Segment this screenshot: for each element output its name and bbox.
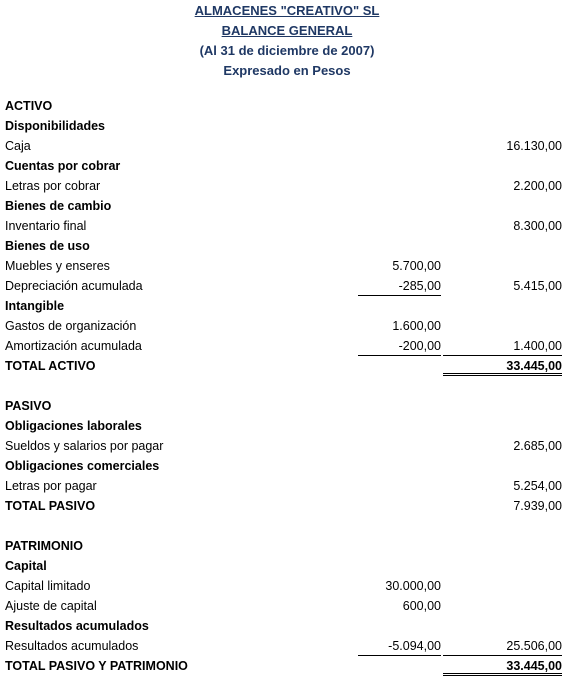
- partial-amount: [358, 136, 441, 155]
- company-name: ALMACENES "CREATIVO" SL: [194, 3, 380, 18]
- total-amount: [443, 556, 562, 575]
- partial-amount: [358, 496, 441, 515]
- row-label: Capital limitado: [5, 579, 91, 593]
- total-amount: 25.506,00: [443, 636, 562, 656]
- total-amount: [443, 196, 562, 215]
- balance-row: [0, 476, 574, 496]
- row-label: Gastos de organización: [5, 319, 137, 333]
- row-label: Capital: [5, 559, 47, 573]
- total-amount: 16.130,00: [506, 139, 562, 153]
- total-amount: [443, 516, 562, 535]
- total-amount: [443, 96, 562, 115]
- partial-amount: [358, 96, 441, 115]
- report-header: [0, 1, 574, 81]
- row-label: Depreciación acumulada: [5, 279, 143, 293]
- balance-row: [0, 556, 574, 576]
- partial-amount: [358, 236, 441, 255]
- row-label: PATRIMONIO: [5, 539, 84, 553]
- partial-amount: [358, 556, 441, 575]
- partial-amount: [358, 176, 441, 195]
- total-amount: 33.445,00: [443, 656, 562, 676]
- balance-row: [0, 156, 574, 176]
- report-currency: Expresado en Pesos: [223, 63, 351, 78]
- balance-row: [0, 236, 574, 256]
- balance-row: [0, 116, 574, 136]
- partial-amount: -285,00: [358, 276, 441, 296]
- total-amount: [443, 316, 562, 335]
- row-label: Disponibilidades: [5, 119, 106, 133]
- balance-row: [0, 396, 574, 416]
- balance-row: [0, 636, 574, 656]
- balance-row: [0, 176, 574, 196]
- row-label: PASIVO: [5, 399, 52, 413]
- row-label: TOTAL ACTIVO: [5, 359, 96, 373]
- balance-row: [0, 296, 574, 316]
- row-label: Letras por cobrar: [5, 179, 101, 193]
- total-amount: 33.445,00: [443, 356, 562, 376]
- partial-amount: [358, 296, 441, 315]
- total-amount: 5.415,00: [513, 279, 562, 293]
- row-label: Bienes de cambio: [5, 199, 112, 213]
- partial-amount: 30.000,00: [385, 579, 441, 593]
- partial-amount: 600,00: [402, 599, 441, 613]
- report-title: BALANCE GENERAL: [221, 23, 353, 38]
- balance-row: [0, 216, 574, 236]
- total-amount: [443, 596, 562, 615]
- row-label: Sueldos y salarios por pagar: [5, 439, 164, 453]
- balance-row: [0, 616, 574, 636]
- balance-row: [0, 316, 574, 336]
- partial-amount: [358, 436, 441, 455]
- total-amount: 7.939,00: [513, 499, 562, 513]
- balance-row: [0, 496, 574, 516]
- row-label: Muebles y enseres: [5, 259, 110, 273]
- total-amount: 1.400,00: [443, 336, 562, 356]
- partial-amount: [358, 416, 441, 435]
- total-amount: 8.300,00: [513, 219, 562, 233]
- row-label: Ajuste de capital: [5, 599, 97, 613]
- partial-amount: [358, 116, 441, 135]
- balance-row: [0, 436, 574, 456]
- balance-row: [0, 576, 574, 596]
- balance-row: [0, 376, 574, 396]
- total-amount: 2.200,00: [513, 179, 562, 193]
- partial-amount: [358, 476, 441, 495]
- partial-amount: -5.094,00: [358, 636, 441, 656]
- balance-row: [0, 356, 574, 376]
- row-label: TOTAL PASIVO: [5, 499, 96, 513]
- total-amount: [443, 616, 562, 635]
- partial-amount: [358, 616, 441, 635]
- partial-amount: -200,00: [358, 336, 441, 356]
- row-label: Obligaciones laborales: [5, 419, 142, 433]
- total-amount: 5.254,00: [513, 479, 562, 493]
- balance-row: [0, 196, 574, 216]
- partial-amount: 5.700,00: [392, 259, 441, 273]
- partial-amount: [358, 656, 441, 675]
- total-amount: [443, 396, 562, 415]
- total-amount: [443, 296, 562, 315]
- row-label: Cuentas por cobrar: [5, 159, 121, 173]
- balance-row: [0, 416, 574, 436]
- total-amount: [443, 156, 562, 175]
- partial-amount: [358, 516, 441, 535]
- row-label: Bienes de uso: [5, 239, 90, 253]
- row-label: ACTIVO: [5, 99, 53, 113]
- partial-amount: [358, 396, 441, 415]
- row-label: Inventario final: [5, 219, 87, 233]
- partial-amount: [358, 456, 441, 475]
- partial-amount: [358, 536, 441, 555]
- partial-amount: [358, 356, 441, 375]
- total-amount: [443, 116, 562, 135]
- balance-row: [0, 516, 574, 536]
- row-label: Resultados acumulados: [5, 639, 139, 653]
- partial-amount: 1.600,00: [392, 319, 441, 333]
- row-label: Obligaciones comerciales: [5, 459, 160, 473]
- partial-amount: [358, 156, 441, 175]
- partial-amount: [358, 216, 441, 235]
- balance-row: [0, 256, 574, 276]
- balance-row: [0, 536, 574, 556]
- balance-row: [0, 276, 574, 296]
- balance-row: [0, 656, 574, 676]
- report-date: (Al 31 de diciembre de 2007): [199, 43, 375, 58]
- balance-row: [0, 336, 574, 356]
- row-label: Caja: [5, 139, 31, 153]
- total-amount: [443, 236, 562, 255]
- total-amount: [443, 256, 562, 275]
- total-amount: [443, 416, 562, 435]
- total-amount: 2.685,00: [513, 439, 562, 453]
- partial-amount: [358, 196, 441, 215]
- balance-sheet-table: [0, 96, 574, 676]
- row-label: TOTAL PASIVO Y PATRIMONIO: [5, 659, 188, 673]
- total-amount: [443, 456, 562, 475]
- balance-row: [0, 456, 574, 476]
- total-amount: [443, 576, 562, 595]
- total-amount: [443, 376, 562, 395]
- row-label: Amortización acumulada: [5, 339, 142, 353]
- row-label: Letras por pagar: [5, 479, 97, 493]
- balance-row: [0, 96, 574, 116]
- balance-row: [0, 596, 574, 616]
- partial-amount: [358, 376, 441, 395]
- row-label: Resultados acumulados: [5, 619, 149, 633]
- total-amount: [443, 536, 562, 555]
- row-label: Intangible: [5, 299, 65, 313]
- balance-row: [0, 136, 574, 156]
